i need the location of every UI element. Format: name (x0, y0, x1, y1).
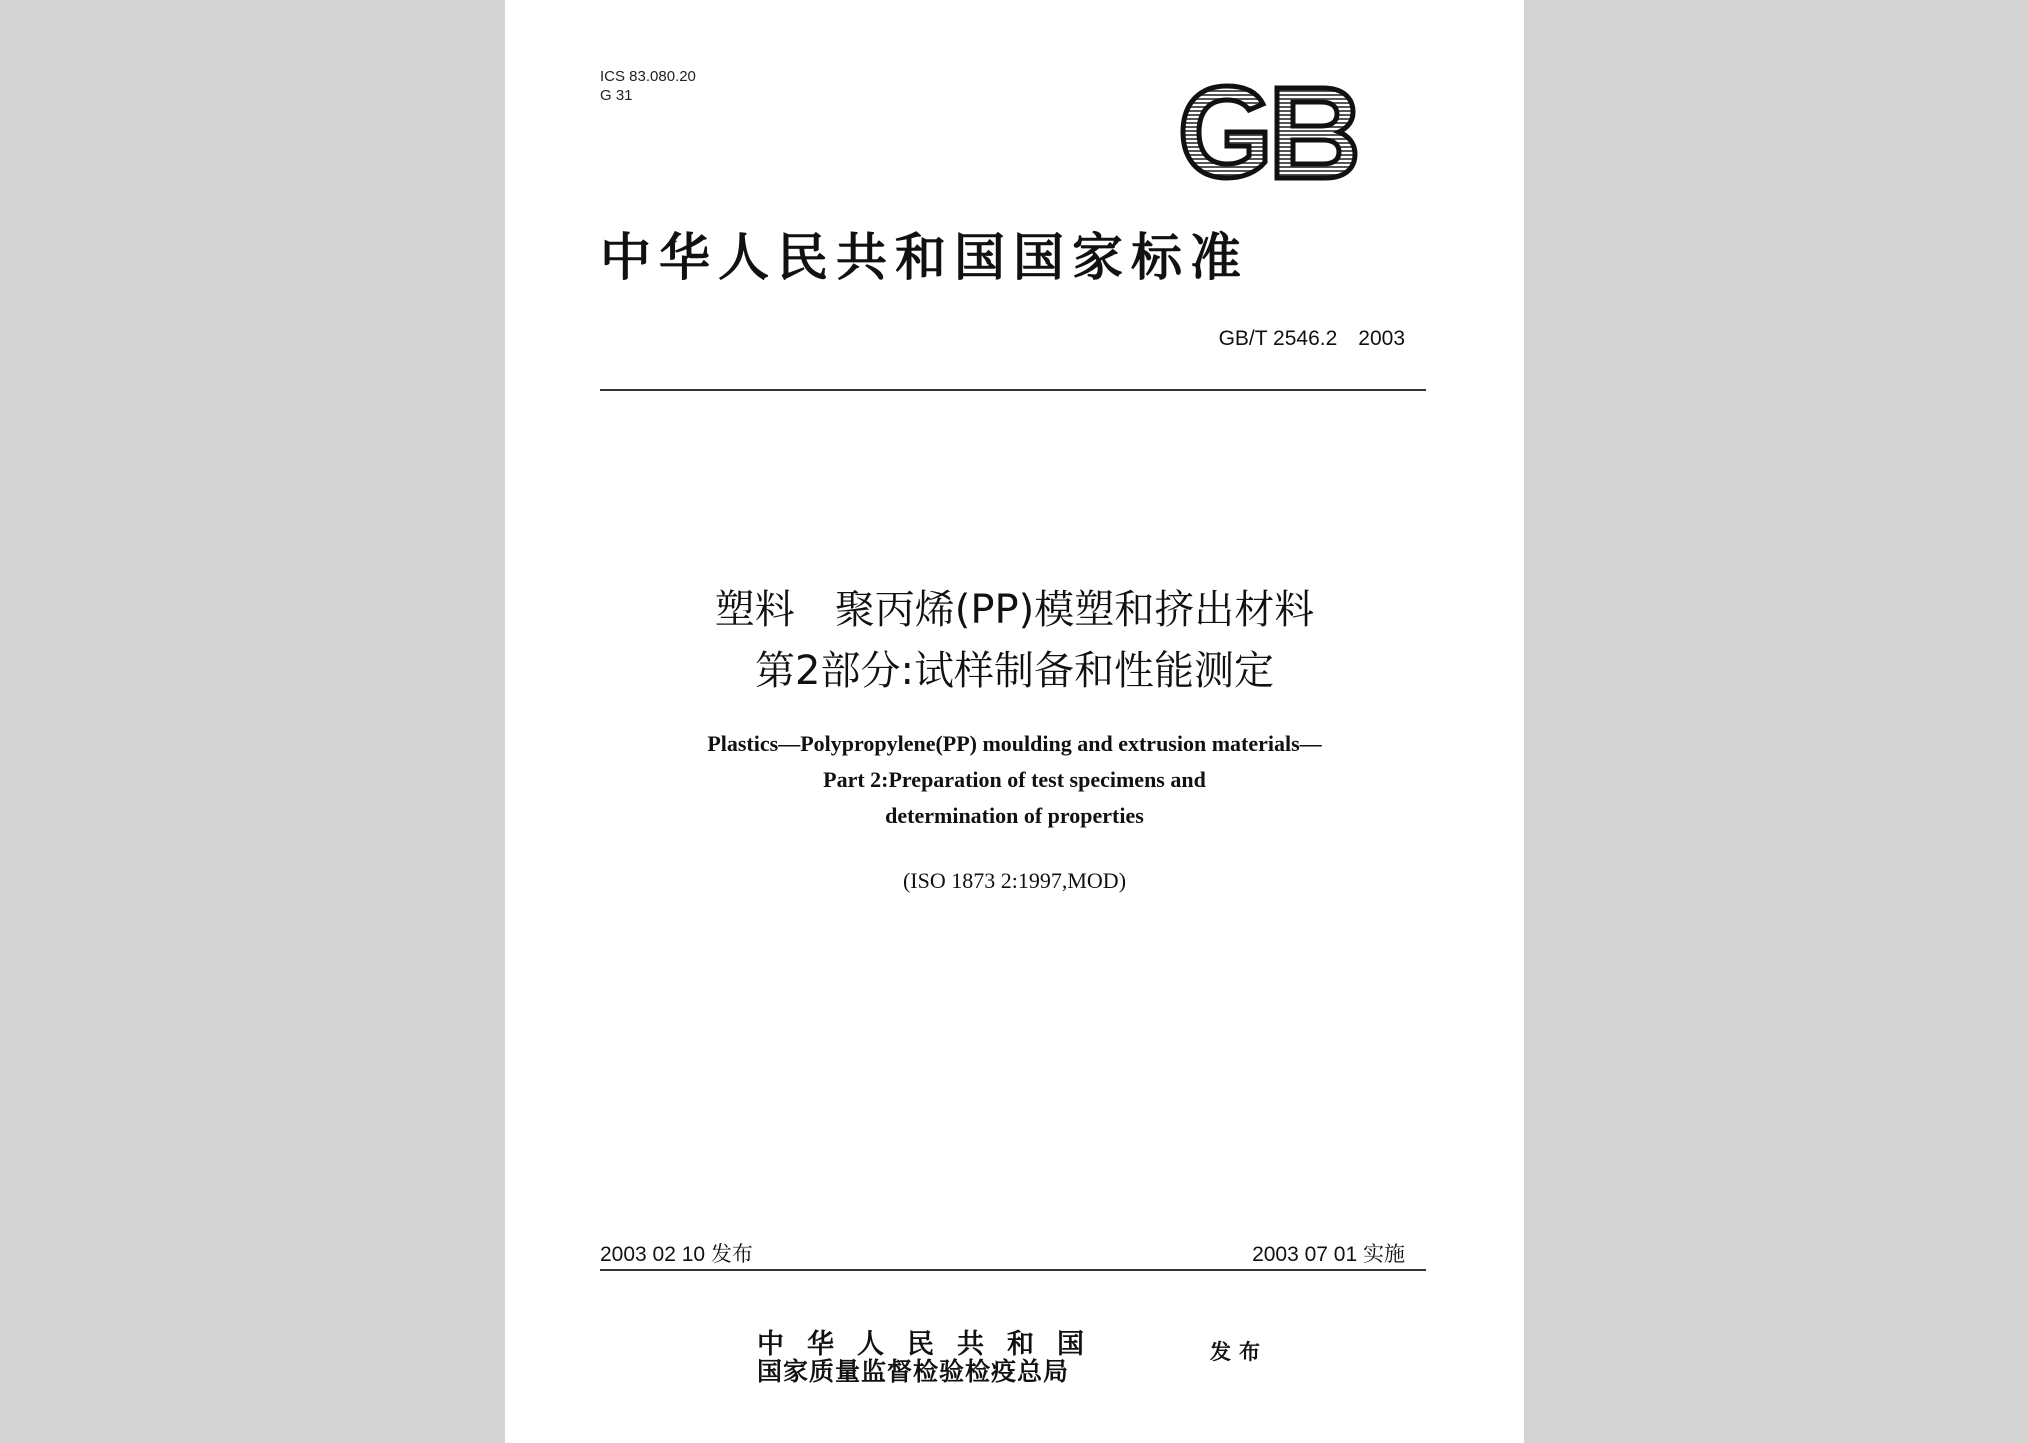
gb-logo (1177, 82, 1359, 182)
english-title-line2: Part 2:Preparation of test specimens and (823, 767, 1206, 792)
chinese-title-line1: 塑料 聚丙烯(PP)模塑和挤出材料 (714, 587, 1315, 633)
classification-codes (600, 67, 696, 105)
standard-body-title: 中华人民共和国国家标准 (600, 228, 1250, 288)
english-title-line1: Plastics—Polypropylene(PP) moulding and extrusion materials— (707, 731, 1322, 756)
ics-code: ICS 83.080.20 (600, 68, 696, 85)
implementation-date: 2003 07 01 实施 (1252, 1243, 1405, 1266)
issue-action: 发布 (1210, 1339, 1268, 1364)
top-divider (600, 389, 1426, 391)
ccs-code: G 31 (600, 87, 633, 104)
english-title-line3: determination of properties (885, 803, 1144, 828)
issue-date: 2003 02 10 发布 (600, 1243, 753, 1266)
bottom-divider (600, 1269, 1426, 1271)
document-page (505, 0, 1524, 1443)
standard-number: GB/T 2546.2 2003 (1218, 327, 1405, 350)
issuer-line1: 中华人民共和国 (757, 1329, 1107, 1360)
chinese-title-line2: 第2部分:试样制备和性能测定 (755, 648, 1274, 694)
iso-reference: (ISO 1873 2:1997,MOD) (902, 868, 1127, 893)
issuer-line2: 国家质量监督检验检疫总局 (757, 1357, 1070, 1386)
